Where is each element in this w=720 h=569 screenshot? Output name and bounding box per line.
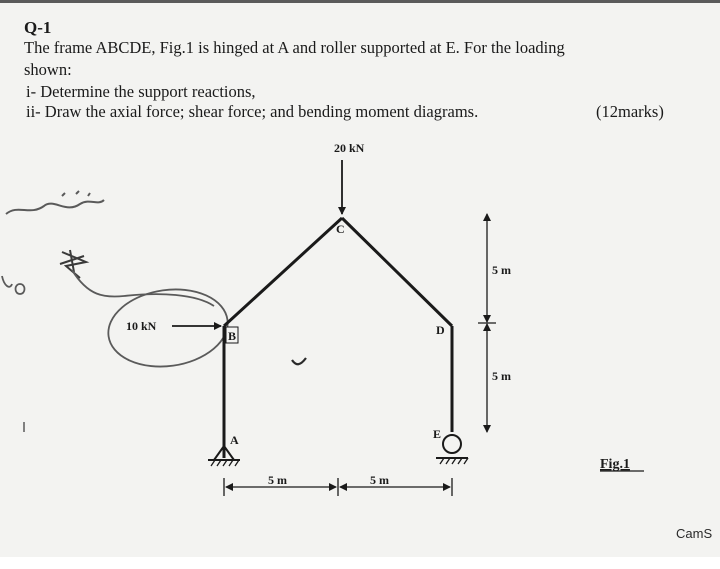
task-item-2: ii- Draw the axial force; shear force; and bending moment diagrams. [26,102,479,121]
member-cd [342,218,452,326]
watermark-text: CamS [676,526,713,541]
joint-label-d: D [436,323,445,337]
member-bc [224,218,342,326]
handwritten-mark-lo [2,276,25,294]
handwritten-tick-mark [292,358,306,364]
handwritten-arabic-scribble [6,191,104,214]
marks-label: (12marks) [596,102,664,121]
question-text-line-2: shown: [24,60,72,79]
question-text-line-1: The frame ABCDE, Fig.1 is hinged at A and roller supported at E. For the loading [24,38,565,57]
bottom-band [0,557,720,569]
dim-label-right-upper: 5 m [492,263,511,277]
joint-label-e: E [433,427,442,441]
dim-label-bottom-left: 5 m [268,473,287,487]
figure-caption: Fig.1 [600,457,630,472]
joint-label-c: C [336,222,345,236]
joint-label-b: B [228,329,237,343]
dim-label-right-lower: 5 m [492,369,511,383]
task-item-1: i- Determine the support reactions, [26,82,256,101]
handwritten-curve-arrow [72,270,214,306]
horizontal-dimension [224,478,452,496]
vertical-dimension [478,214,496,432]
question-number: Q-1 [24,18,52,37]
dim-label-bottom-right: 5 m [370,473,389,487]
load-label-10kn: 10 kN [126,319,157,333]
load-label-20kn: 20 kN [334,141,365,155]
frame-members [224,218,452,458]
handwritten-star-mark [60,250,86,278]
joint-label-a: A [230,433,239,447]
